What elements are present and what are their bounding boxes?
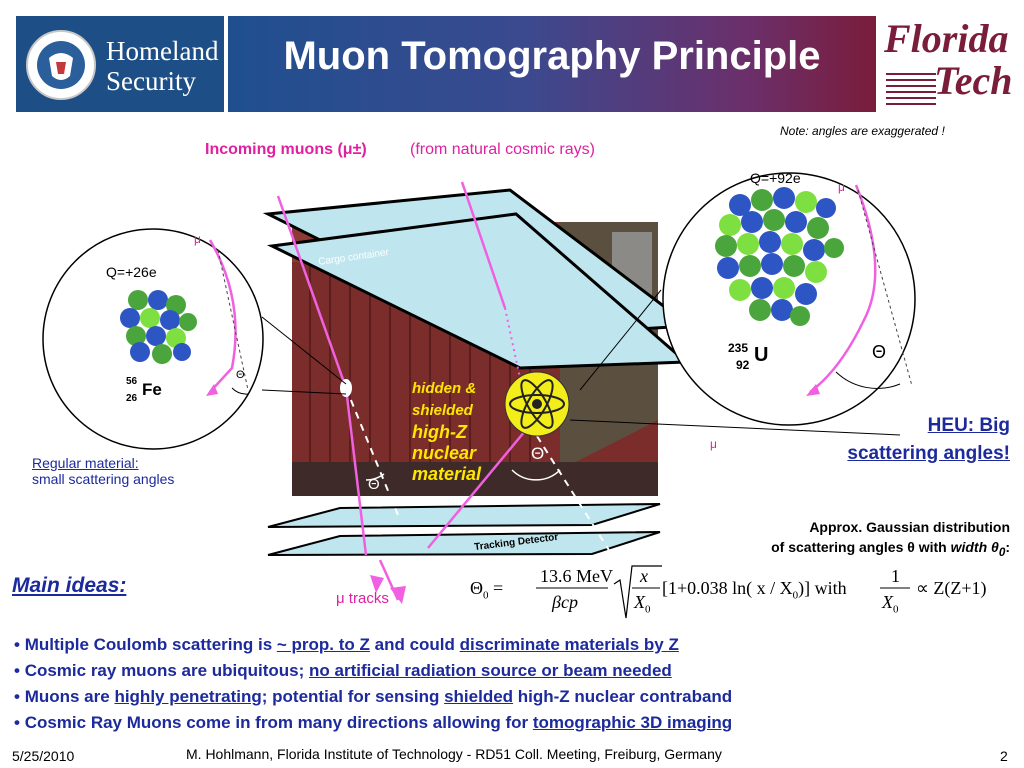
atom-icon	[505, 372, 569, 436]
tracking-detector-label: Tracking Detector	[473, 531, 559, 554]
incoming-source-label: (from natural cosmic rays)	[410, 141, 595, 158]
fe-symbol: Fe	[142, 380, 162, 399]
logo-text-tech: Tech	[934, 58, 1013, 103]
right-zoom-circle	[663, 173, 915, 425]
fe-charge-label: Q=+26e	[106, 264, 157, 280]
gaussian-description: Approx. Gaussian distribution of scattering angles θ with width $\theta_0$:	[771, 519, 1010, 559]
footer-page-number: 2	[1000, 748, 1008, 764]
heu-text: HEU: Big scattering angles!	[847, 415, 1010, 464]
u-mass-number: 235	[728, 341, 749, 355]
right-angle-label: Θ	[872, 342, 887, 362]
hidden-material-label: hidden & shielded high-Z nuclear material	[412, 380, 482, 484]
left-muon-label: μ	[194, 232, 201, 246]
list-item: • Multiple Coulomb scattering is ~ prop. to Z and could discriminate materials by Z	[14, 635, 679, 654]
main-ideas-heading: Main ideas:	[12, 574, 127, 597]
center-angle-label: Θ	[531, 444, 545, 463]
footer-author: M. Hohlmann, Florida Institute of Technology - RD51 Coll. Meeting, Freiburg, Germany	[186, 746, 722, 762]
page-title: Muon Tomography Principle	[283, 34, 821, 78]
logo-text-security: Security	[106, 66, 196, 96]
container-label: Cargo container	[317, 247, 390, 268]
u-symbol: U	[754, 344, 769, 366]
fe-atomic-number: 26	[126, 393, 138, 404]
lower-angle-label: Θ	[368, 476, 380, 493]
right-muon-label: μ	[838, 180, 845, 194]
logo-text-homeland: Homeland	[106, 36, 219, 66]
regular-material-text: Regular material: small scattering angles	[32, 455, 175, 487]
list-item: • Cosmic ray muons are ubiquitous; no artificial radiation source or beam needed	[14, 661, 672, 680]
u-charge-label: Q=+92e	[750, 170, 801, 186]
note-text: Note: angles are exaggerated !	[780, 124, 945, 138]
list-item: • Muons are highly penetrating; potential for sensing shielded high-Z nuclear contraband	[14, 687, 733, 706]
logo-text-florida: Florida	[884, 16, 1009, 61]
bottom-detector-plane-2	[268, 532, 660, 555]
fe-mass-number: 56	[126, 376, 138, 387]
main-ideas-list	[14, 632, 1014, 736]
incoming-muons-label: Incoming muons (μ±)	[205, 141, 367, 158]
left-angle-label: Θ	[236, 369, 245, 381]
footer-date: 5/25/2010	[12, 748, 75, 764]
list-item: • Cosmic Ray Muons come in from many directions allowing for tomographic 3D imaging	[14, 713, 733, 732]
mu-tracks-label: μ tracks	[336, 590, 389, 607]
right-mu-label: μ	[710, 437, 717, 451]
u-atomic-number: 92	[736, 358, 750, 372]
bottom-detector-plane-1	[268, 504, 660, 527]
